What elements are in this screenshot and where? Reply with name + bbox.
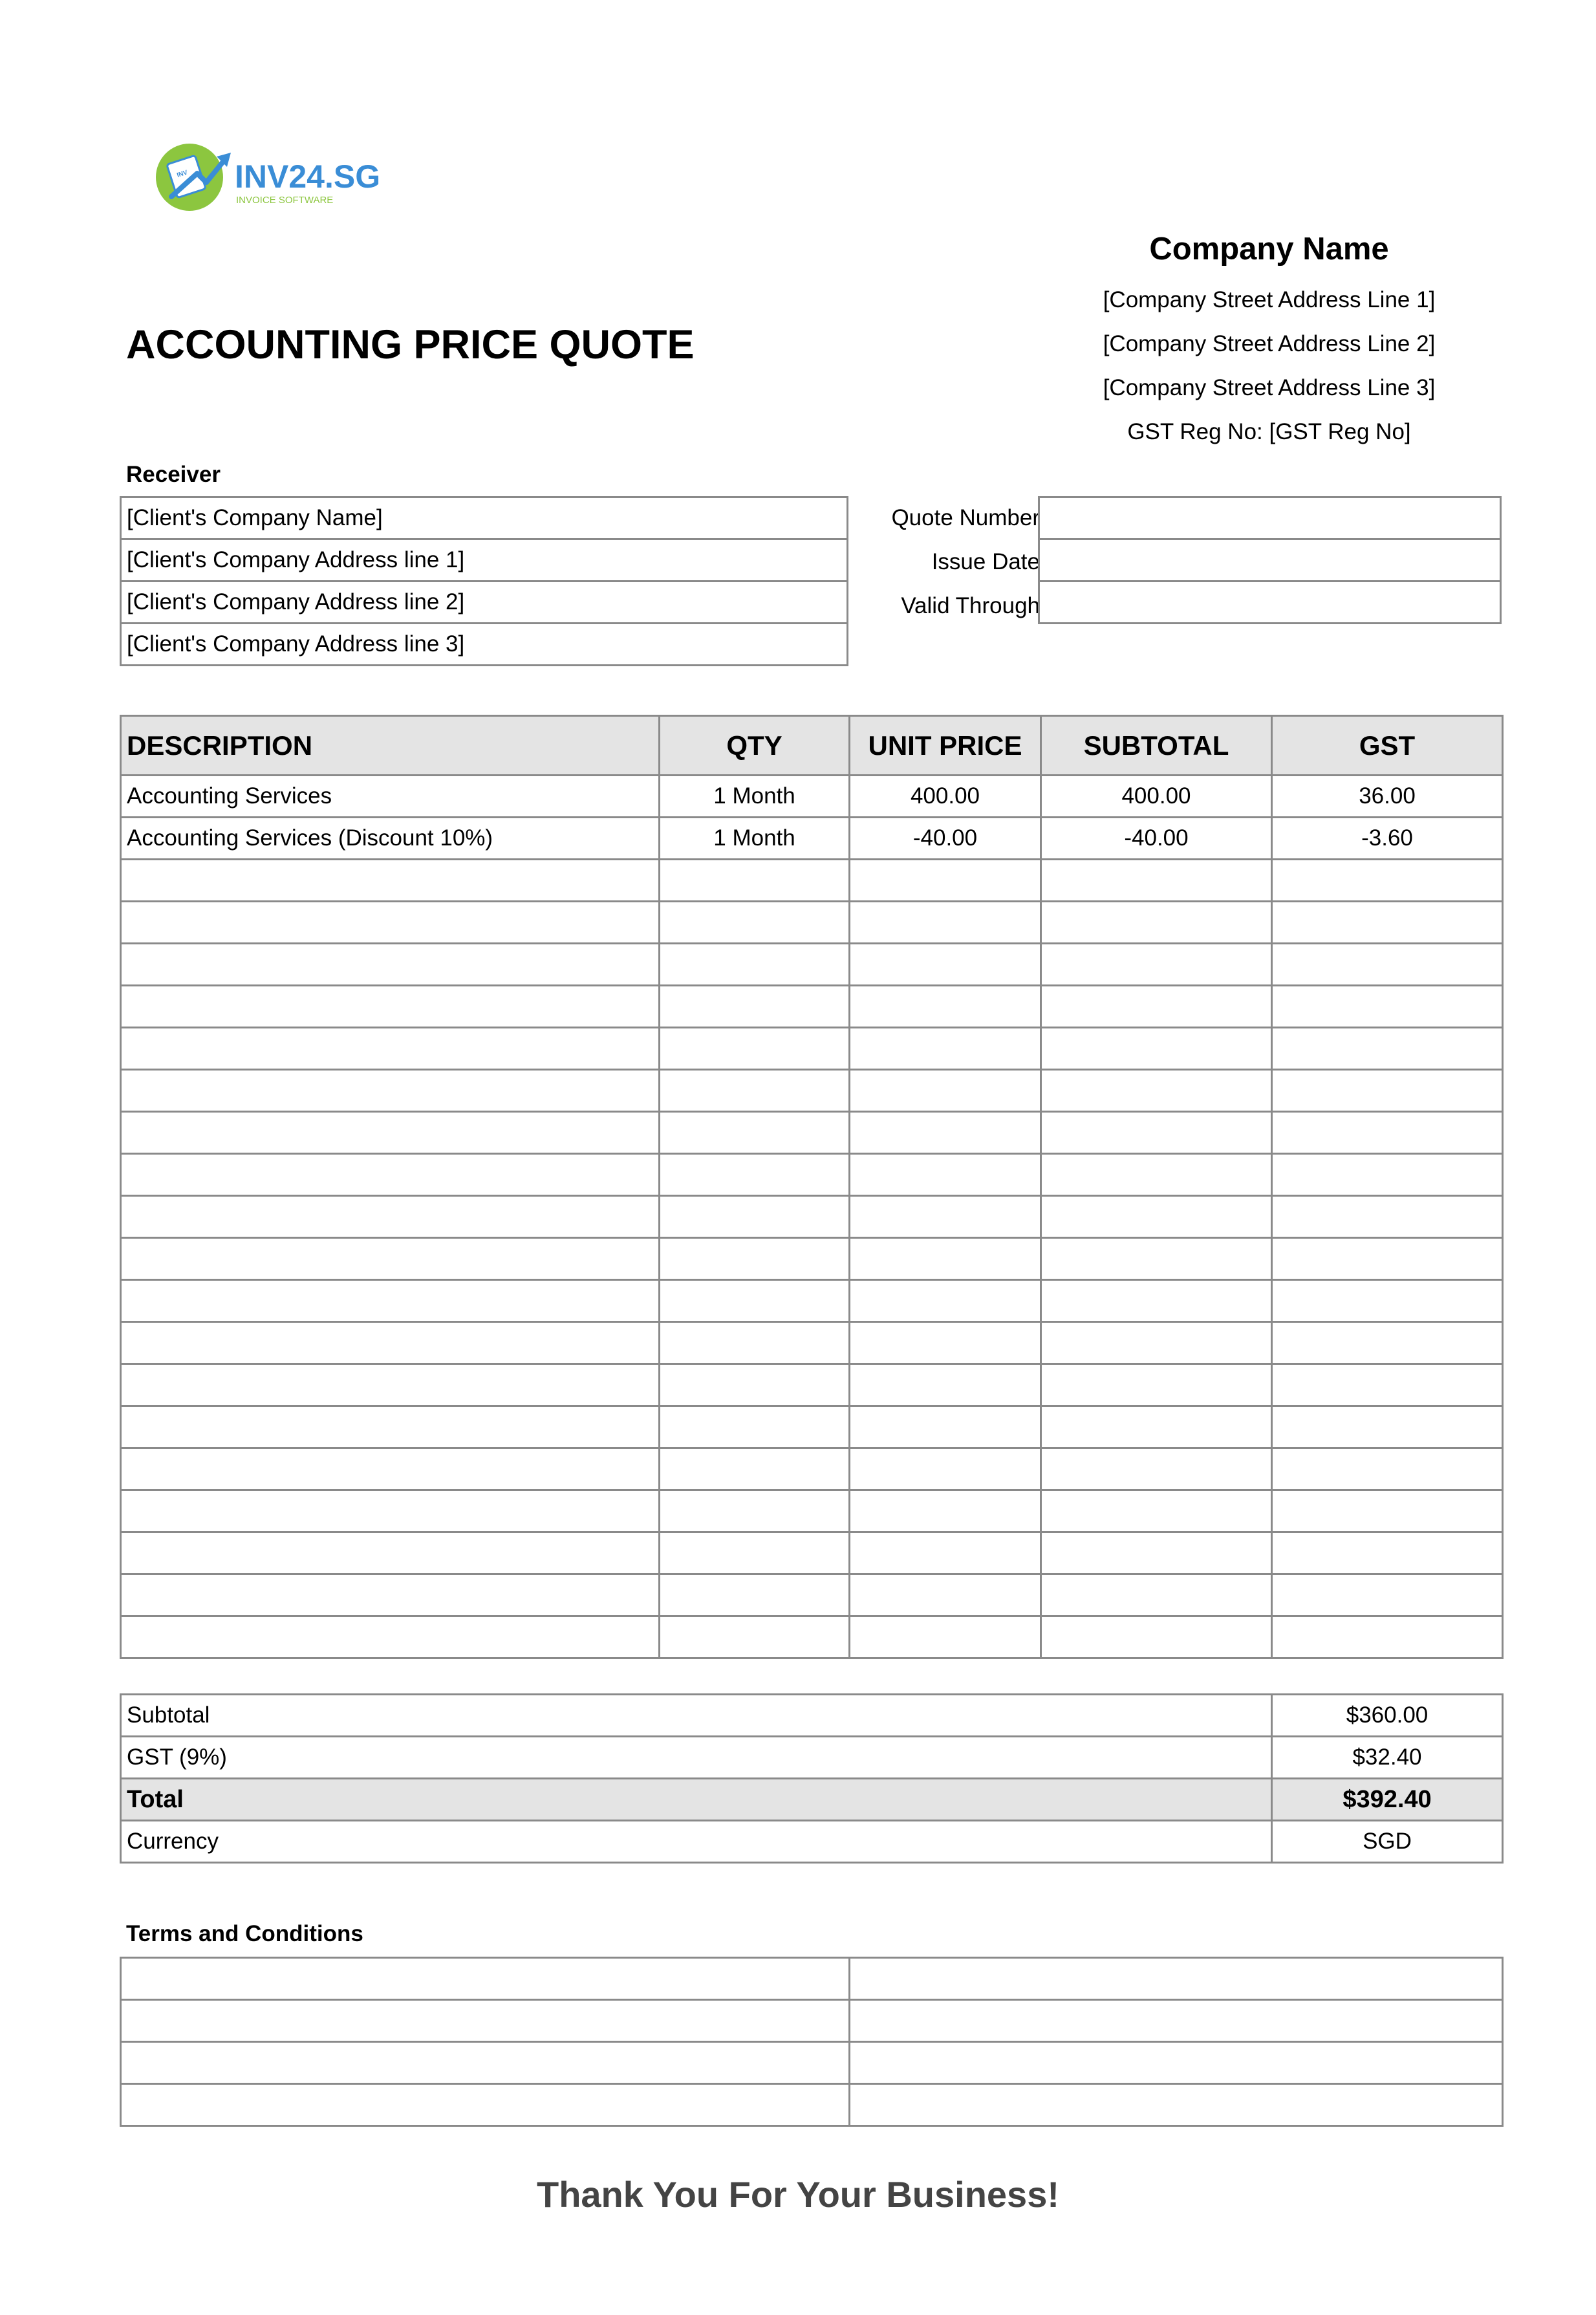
item-unit-price[interactable]: [850, 1070, 1041, 1112]
item-gst[interactable]: [1272, 1490, 1503, 1532]
item-qty[interactable]: [660, 1070, 850, 1112]
col-header-subtotal: SUBTOTAL: [1041, 716, 1272, 776]
item-description[interactable]: [121, 1490, 660, 1532]
table-row: [121, 1070, 1503, 1112]
issue-date-field[interactable]: [1039, 539, 1501, 581]
item-gst[interactable]: [1272, 1238, 1503, 1280]
item-gst[interactable]: [1272, 1322, 1503, 1364]
item-description[interactable]: [121, 1112, 660, 1154]
gst-label: GST (9%): [121, 1737, 1272, 1779]
item-gst[interactable]: [1272, 1532, 1503, 1574]
logo-tagline: INVOICE SOFTWARE: [236, 195, 334, 206]
col-header-description: DESCRIPTION: [121, 716, 660, 776]
total-label: Total: [121, 1779, 1272, 1821]
item-subtotal[interactable]: [1041, 1070, 1272, 1112]
item-unit-price[interactable]: [850, 1532, 1041, 1574]
item-subtotal[interactable]: [1041, 1574, 1272, 1616]
item-unit-price[interactable]: [850, 860, 1041, 902]
item-description[interactable]: [121, 1616, 660, 1658]
terms-table: [120, 1957, 1504, 2127]
table-row: [121, 1280, 1503, 1322]
table-row: [121, 986, 1503, 1028]
item-description[interactable]: Accounting Services: [121, 776, 660, 818]
item-gst[interactable]: [1272, 1196, 1503, 1238]
item-subtotal[interactable]: [1041, 1322, 1272, 1364]
terms-row: [121, 2084, 1503, 2126]
item-subtotal[interactable]: [1041, 1154, 1272, 1196]
item-gst[interactable]: [1272, 1406, 1503, 1448]
item-gst[interactable]: 36.00: [1272, 776, 1503, 818]
issue-date-label: Issue Date: [931, 549, 1040, 574]
item-unit-price[interactable]: [850, 1490, 1041, 1532]
item-unit-price[interactable]: [850, 1280, 1041, 1322]
table-row: [121, 776, 1503, 818]
item-gst[interactable]: -3.60: [1272, 818, 1503, 860]
currency-value[interactable]: SGD: [1272, 1821, 1503, 1863]
item-description[interactable]: [121, 1196, 660, 1238]
col-header-qty: QTY: [660, 716, 850, 776]
terms-cell[interactable]: [850, 1958, 1503, 2000]
item-gst[interactable]: [1272, 902, 1503, 944]
item-qty[interactable]: [660, 986, 850, 1028]
quote-meta-table: [1038, 496, 1502, 624]
item-subtotal[interactable]: [1041, 1028, 1272, 1070]
item-description[interactable]: [121, 902, 660, 944]
item-gst[interactable]: [1272, 1364, 1503, 1406]
table-row: [121, 1574, 1503, 1616]
col-header-gst: GST: [1272, 716, 1503, 776]
table-row: [121, 1532, 1503, 1574]
item-gst[interactable]: [1272, 944, 1503, 986]
item-unit-price[interactable]: [850, 1616, 1041, 1658]
item-qty[interactable]: [660, 1154, 850, 1196]
line-items-table: [120, 715, 1504, 1659]
item-subtotal[interactable]: [1041, 986, 1272, 1028]
subtotal-row: [121, 1695, 1503, 1737]
table-row: [121, 1112, 1503, 1154]
logo-wordmark: INV24.SG: [235, 158, 381, 195]
logo-badge: INV: [176, 169, 189, 180]
subtotal-label: Subtotal: [121, 1695, 1272, 1737]
item-unit-price[interactable]: [850, 902, 1041, 944]
item-subtotal[interactable]: [1041, 902, 1272, 944]
client-company-name[interactable]: [Client's Company Name]: [121, 497, 848, 539]
item-unit-price[interactable]: [850, 1448, 1041, 1490]
document-title: ACCOUNTING PRICE QUOTE: [126, 322, 695, 367]
table-row: [121, 818, 1503, 860]
terms-label: Terms and Conditions: [126, 1921, 363, 1946]
table-header-row: [121, 716, 1503, 776]
item-qty[interactable]: [660, 1322, 850, 1364]
terms-row: [121, 1958, 1503, 2000]
total-row: [121, 1779, 1503, 1821]
item-subtotal[interactable]: [1041, 1280, 1272, 1322]
item-description[interactable]: [121, 1070, 660, 1112]
item-description[interactable]: [121, 944, 660, 986]
item-unit-price[interactable]: [850, 986, 1041, 1028]
totals-table: [120, 1693, 1504, 1864]
item-unit-price[interactable]: [850, 1322, 1041, 1364]
item-unit-price[interactable]: [850, 1112, 1041, 1154]
item-description[interactable]: [121, 1448, 660, 1490]
item-description[interactable]: [121, 1532, 660, 1574]
item-description[interactable]: [121, 1238, 660, 1280]
item-subtotal[interactable]: [1041, 1406, 1272, 1448]
item-qty[interactable]: [660, 902, 850, 944]
item-subtotal[interactable]: [1041, 1238, 1272, 1280]
table-row: [121, 1448, 1503, 1490]
item-qty[interactable]: 1 Month: [660, 776, 850, 818]
company-name: Company Name: [1149, 232, 1389, 266]
quote-number-label: Quote Number: [891, 505, 1040, 530]
item-qty[interactable]: [660, 1616, 850, 1658]
gst-row: [121, 1737, 1503, 1779]
valid-through-label: Valid Through: [901, 593, 1040, 618]
item-subtotal[interactable]: [1041, 944, 1272, 986]
item-description[interactable]: [121, 860, 660, 902]
item-qty[interactable]: [660, 1490, 850, 1532]
item-qty[interactable]: 1 Month: [660, 818, 850, 860]
item-description[interactable]: [121, 1322, 660, 1364]
valid-through-field[interactable]: [1039, 581, 1501, 624]
item-subtotal[interactable]: [1041, 1616, 1272, 1658]
currency-label: Currency: [121, 1821, 1272, 1863]
item-gst[interactable]: [1272, 1280, 1503, 1322]
terms-cell[interactable]: [121, 1958, 850, 2000]
company-logo: [152, 137, 385, 215]
item-gst[interactable]: [1272, 1112, 1503, 1154]
thank-you-message: Thank You For Your Business!: [537, 2174, 1059, 2215]
item-unit-price[interactable]: [850, 1238, 1041, 1280]
item-subtotal[interactable]: [1041, 1448, 1272, 1490]
item-subtotal[interactable]: [1041, 1490, 1272, 1532]
company-address-line-1: [Company Street Address Line 1]: [1103, 287, 1436, 312]
item-qty[interactable]: [660, 1574, 850, 1616]
item-qty[interactable]: [660, 1196, 850, 1238]
terms-row: [121, 2000, 1503, 2042]
item-subtotal[interactable]: [1041, 1532, 1272, 1574]
table-row: [121, 944, 1503, 986]
item-qty[interactable]: [660, 1028, 850, 1070]
receiver-table: [120, 496, 848, 666]
item-qty[interactable]: [660, 1112, 850, 1154]
item-subtotal[interactable]: [1041, 860, 1272, 902]
item-qty[interactable]: [660, 1448, 850, 1490]
client-address-line-3[interactable]: [Client's Company Address line 3]: [121, 624, 848, 666]
terms-cell[interactable]: [850, 2042, 1503, 2084]
item-unit-price[interactable]: [850, 1406, 1041, 1448]
item-gst[interactable]: [1272, 1154, 1503, 1196]
table-row: [121, 1154, 1503, 1196]
item-unit-price[interactable]: [850, 1364, 1041, 1406]
table-row: [121, 860, 1503, 902]
total-value: $392.40: [1272, 1779, 1503, 1821]
terms-cell[interactable]: [850, 2000, 1503, 2042]
company-gst-reg: GST Reg No: [GST Reg No]: [1127, 419, 1411, 444]
item-subtotal[interactable]: -40.00: [1041, 818, 1272, 860]
terms-cell[interactable]: [850, 2084, 1503, 2126]
table-row: [121, 1322, 1503, 1364]
item-qty[interactable]: [660, 1238, 850, 1280]
client-address-line-1[interactable]: [Client's Company Address line 1]: [121, 539, 848, 581]
item-unit-price[interactable]: [850, 1196, 1041, 1238]
item-description[interactable]: [121, 1154, 660, 1196]
item-unit-price[interactable]: [850, 1574, 1041, 1616]
item-unit-price[interactable]: [850, 944, 1041, 986]
company-address-line-3: [Company Street Address Line 3]: [1103, 375, 1436, 400]
item-subtotal[interactable]: [1041, 1196, 1272, 1238]
currency-row: [121, 1821, 1503, 1863]
col-header-unit-price: UNIT PRICE: [850, 716, 1041, 776]
receiver-label: Receiver: [126, 462, 221, 487]
terms-cell[interactable]: [121, 2084, 850, 2126]
company-address-line-2: [Company Street Address Line 2]: [1103, 331, 1436, 356]
item-description[interactable]: Accounting Services (Discount 10%): [121, 818, 660, 860]
item-subtotal[interactable]: 400.00: [1041, 776, 1272, 818]
item-description[interactable]: [121, 1364, 660, 1406]
item-subtotal[interactable]: [1041, 1364, 1272, 1406]
table-row: [121, 1406, 1503, 1448]
item-description[interactable]: [121, 1406, 660, 1448]
item-gst[interactable]: [1272, 1448, 1503, 1490]
item-gst[interactable]: [1272, 1028, 1503, 1070]
item-gst[interactable]: [1272, 986, 1503, 1028]
table-row: [121, 1490, 1503, 1532]
item-gst[interactable]: [1272, 1616, 1503, 1658]
item-qty[interactable]: [660, 944, 850, 986]
item-description[interactable]: [121, 986, 660, 1028]
item-qty[interactable]: [660, 1406, 850, 1448]
client-address-line-2[interactable]: [Client's Company Address line 2]: [121, 581, 848, 624]
table-row: [121, 902, 1503, 944]
item-unit-price[interactable]: [850, 1028, 1041, 1070]
item-gst[interactable]: [1272, 1070, 1503, 1112]
item-subtotal[interactable]: [1041, 1112, 1272, 1154]
item-qty[interactable]: [660, 860, 850, 902]
gst-value: $32.40: [1272, 1737, 1503, 1779]
item-description[interactable]: [121, 1574, 660, 1616]
item-description[interactable]: [121, 1028, 660, 1070]
table-row: [121, 1028, 1503, 1070]
table-row: [121, 1238, 1503, 1280]
item-qty[interactable]: [660, 1364, 850, 1406]
subtotal-value: $360.00: [1272, 1695, 1503, 1737]
item-qty[interactable]: [660, 1280, 850, 1322]
terms-row: [121, 2042, 1503, 2084]
table-row: [121, 1364, 1503, 1406]
item-unit-price[interactable]: -40.00: [850, 818, 1041, 860]
item-unit-price[interactable]: 400.00: [850, 776, 1041, 818]
item-qty[interactable]: [660, 1532, 850, 1574]
terms-cell[interactable]: [121, 2042, 850, 2084]
item-gst[interactable]: [1272, 860, 1503, 902]
table-row: [121, 1196, 1503, 1238]
item-unit-price[interactable]: [850, 1154, 1041, 1196]
quote-number-field[interactable]: [1039, 497, 1501, 539]
item-description[interactable]: [121, 1280, 660, 1322]
item-gst[interactable]: [1272, 1574, 1503, 1616]
table-row: [121, 1616, 1503, 1658]
terms-cell[interactable]: [121, 2000, 850, 2042]
